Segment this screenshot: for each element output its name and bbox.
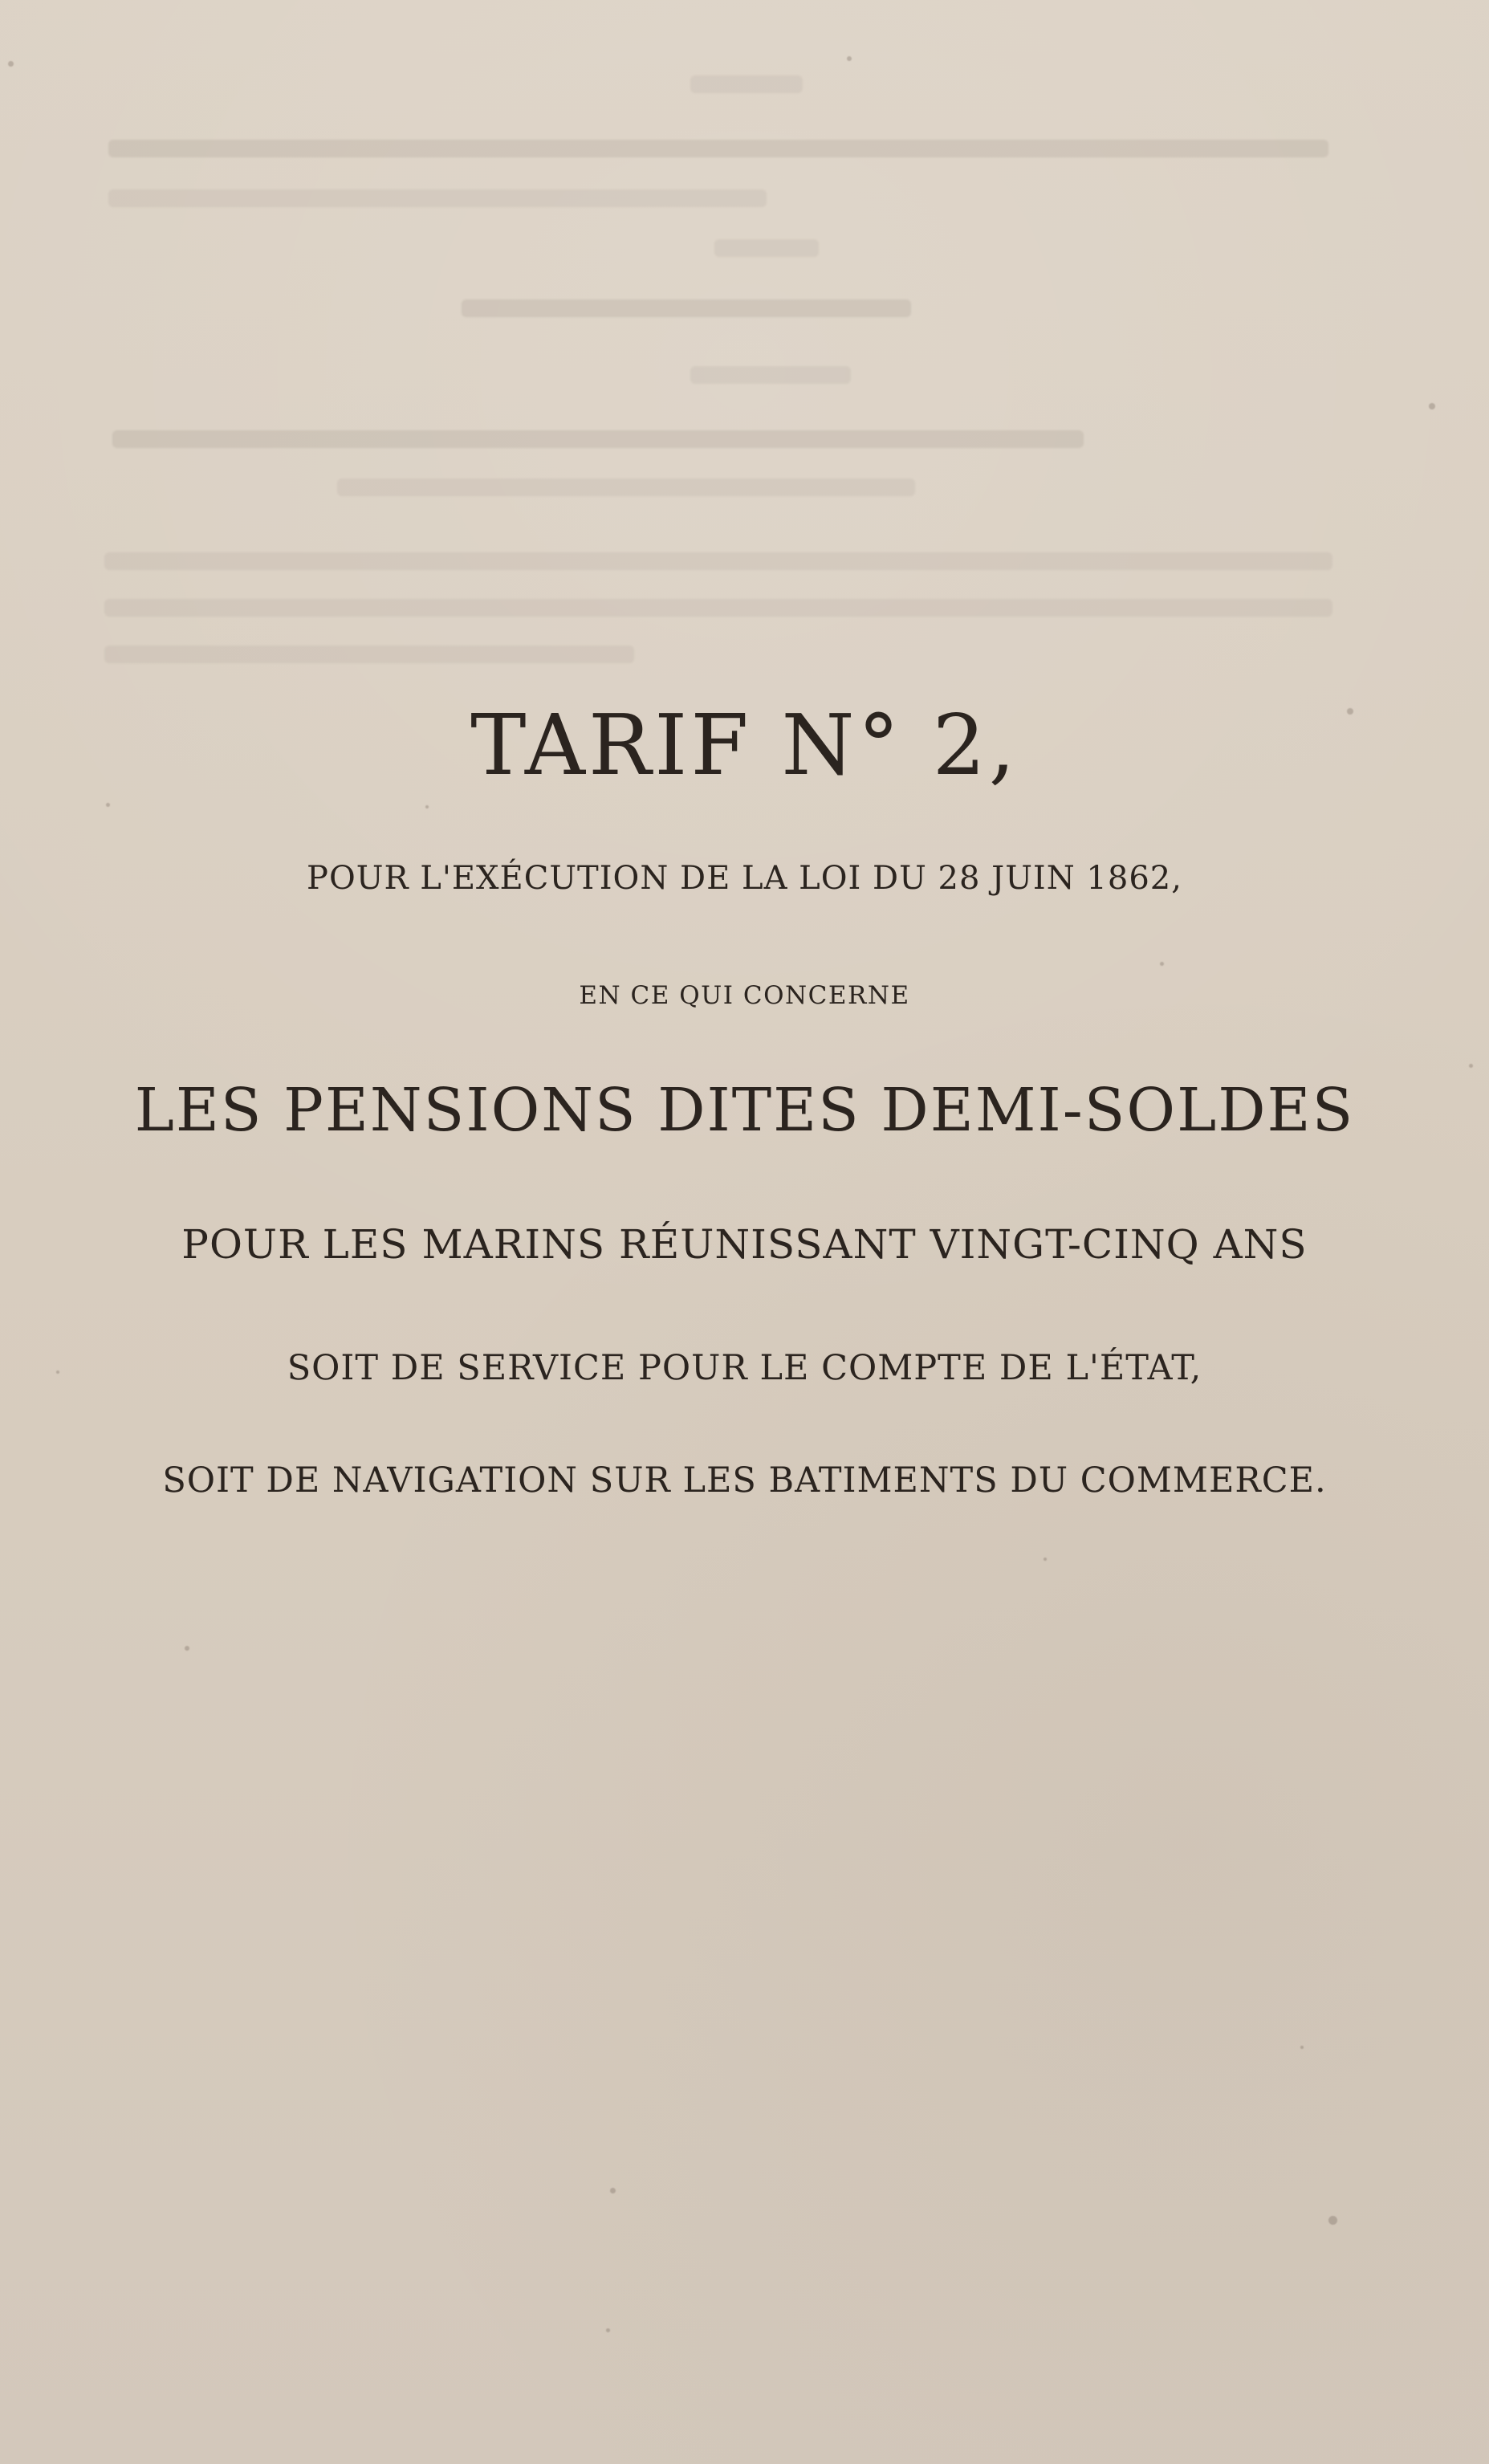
main-heading: LES PENSIONS DITES DEMI-SOLDES (134, 1076, 1355, 1145)
bleed-through-text (0, 0, 1489, 787)
document-title: TARIF N° 2, (470, 696, 1019, 794)
heading-line-7: SOIT DE NAVIGATION SUR LES BATIMENTS DU COMMERCE. (162, 1460, 1327, 1501)
section-heading-small: EN CE QUI CONCERNE (579, 981, 910, 1010)
heading-line-5: POUR LES MARINS RÉUNISSANT VINGT-CINQ ANS (181, 1221, 1308, 1268)
document-subtitle: POUR L'EXÉCUTION DE LA LOI DU 28 JUIN 1862, (307, 860, 1182, 897)
heading-line-6: SOIT DE SERVICE POUR LE COMPTE DE L'ÉTAT, (287, 1348, 1202, 1388)
